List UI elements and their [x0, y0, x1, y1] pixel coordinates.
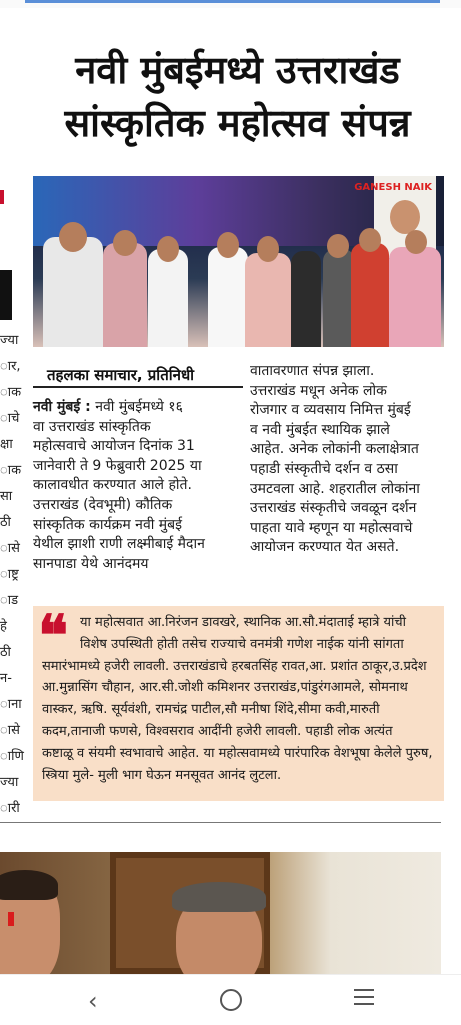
- fragment-text: ासे: [0, 541, 20, 556]
- person-head: [405, 230, 427, 254]
- tilak-mark: [8, 912, 14, 926]
- fragment-text: ाचे: [0, 411, 20, 426]
- person-head: [217, 232, 239, 258]
- fragment-text: ारी: [0, 801, 20, 816]
- fragment-text: ार,: [0, 359, 21, 374]
- quote-line: कष्टाळू व संयमी स्वभावाचे आहेत. या महोत्सवामध्ये पारंपारिक वेशभूषा केलेले पुरुष,: [42, 745, 433, 761]
- fragment-text: न-: [0, 671, 12, 686]
- person-head: [257, 236, 279, 262]
- text-line: [33, 398, 231, 418]
- event-stage-photo: [33, 176, 444, 347]
- fragment-text: ाक: [0, 463, 22, 478]
- text-line: महोत्सवाचे आयोजन दिनांक 31: [33, 438, 195, 455]
- second-photo: [0, 852, 441, 974]
- quote-line: समारंभामध्ये हजेरी लावली. उत्तराखंडाचे हरबतसिंह रावत,आ. प्रशांत ठाकूर,उ.प्रदेश: [42, 658, 427, 674]
- fragment-text: ठी: [0, 515, 11, 530]
- article-column-left: [33, 398, 231, 574]
- text-line: आयोजन करण्यात येत असते.: [250, 539, 400, 556]
- fragment-text: सा: [0, 489, 13, 504]
- fragment-text: ठी: [0, 645, 11, 660]
- fragment-text: क्षा: [0, 437, 13, 452]
- fragment-text: ाणि: [0, 749, 24, 764]
- text-line: उत्तराखंड संस्कृतीचे जवळून दर्शन: [250, 500, 417, 517]
- section-divider: [0, 822, 441, 823]
- person-hair: [172, 882, 266, 912]
- text-line: उमटवला आहे. शहरातील लोकांना: [250, 480, 420, 497]
- person: [43, 237, 103, 347]
- person: [351, 243, 389, 347]
- person-head: [359, 228, 381, 252]
- byline: तहलका समाचार, प्रतिनिधी: [47, 366, 195, 384]
- text-line: येथील झाशी राणी लक्ष्मीबाई मैदान: [33, 536, 205, 553]
- home-icon[interactable]: [220, 989, 242, 1011]
- quote-line: कदम,तानाजी फणसे, विश्वसराव आदींनी हजेरी लावली. पहाडी लोक अत्यंत: [42, 723, 393, 739]
- top-accent-bar: [25, 0, 440, 3]
- text-line: उत्तराखंड (देवभूमी) कौतिक: [33, 496, 173, 513]
- text-line: रोजगार व व्यवसाय निमित्त मुंबई: [250, 402, 411, 419]
- fragment-text: हे: [0, 619, 7, 634]
- pull-quote-text: [42, 612, 438, 786]
- person-hair: [0, 870, 58, 900]
- quote-line: विशेष उपस्थिती होती तसेच राज्याचे वनमंत्री गणेश नाईक यांनी सांगता: [80, 636, 404, 652]
- person: [208, 247, 248, 347]
- person-head: [59, 222, 87, 252]
- article-column-right: [250, 362, 444, 558]
- text-line: पहाडी संस्कृतीचे दर्शन व ठसा: [250, 460, 398, 477]
- person: [291, 251, 321, 347]
- quote-mark-icon: ❝: [38, 603, 69, 669]
- text-line: पाहता यावे म्हणून या महोत्सवाचे: [250, 519, 413, 536]
- text-line: कालावधीत करण्यात आले होते.: [33, 477, 192, 494]
- quote-line: स्त्रिया मुले- मुली भाग घेऊन मनसूवत आनंद लुटला.: [42, 767, 282, 783]
- person: [148, 249, 188, 347]
- adjacent-column-fragment: [0, 270, 24, 816]
- person: [245, 253, 291, 347]
- text-line: सांस्कृतिक कार्यक्रम नवी मुंबई: [33, 516, 183, 533]
- text-line: आहेत. अनेक लोकांनी कलाक्षेत्रात: [250, 441, 419, 458]
- quote-line: वास्कर, ऋषि. सूर्यवंशी, रामचंद्र पाटील,सौ मनीषा शिंदे,सीमा कवी,मारुती: [42, 702, 380, 718]
- person-head: [327, 234, 349, 258]
- person: [103, 243, 147, 347]
- red-marker: [0, 190, 4, 204]
- dateline: नवी मुंबई :: [33, 399, 91, 415]
- text-line: उत्तराखंड मधून अनेक लोक: [250, 382, 387, 399]
- quote-line: या महोत्सवात आ.निरंजन डावखरे, स्थानिक आ.सौ.मंदाताई म्हात्रे यांची: [80, 615, 407, 630]
- recent-apps-icon[interactable]: [354, 989, 374, 1005]
- banner-text: GANESH NAIK: [354, 182, 432, 193]
- status-strip: [0, 0, 461, 8]
- person-head: [157, 236, 179, 262]
- black-block: [0, 270, 12, 320]
- fragment-text: ाड: [0, 593, 19, 608]
- fragment-text: ज्या: [0, 333, 19, 348]
- person-head: [113, 230, 137, 256]
- text-line: वा उत्तराखंड सांस्कृतिक: [33, 418, 151, 435]
- fragment-text: ाक: [0, 385, 22, 400]
- back-icon[interactable]: ‹: [88, 987, 98, 1015]
- text-line: व नवी मुंबईत स्थायिक झाले: [250, 421, 390, 438]
- text-line: वातावरणात संपन्न झाला.: [250, 363, 375, 379]
- headline-line-2: सांस्कृतिक महोत्सव संपन्न: [64, 101, 411, 145]
- banner-portrait: [390, 200, 420, 234]
- byline-underline: [33, 386, 243, 388]
- quote-line: आ.मुन्नासिंग चौहान, आर.सी.जोशी कमिशनर उत्तराखंड,पांडुरंगआमले, सोमनाथ: [42, 680, 408, 696]
- fragment-text: ाष्ट्र: [0, 567, 19, 582]
- text-line-rest: नवी मुंबईमध्ये १६: [95, 399, 183, 415]
- headline-line-1: नवी मुंबईमध्ये उत्तराखंड: [75, 48, 400, 92]
- text-line: जानेवारी ते 9 फेब्रुवारी 2025 या: [33, 457, 202, 474]
- fragment-text: ज्या: [0, 775, 19, 790]
- fragment-text: ासे: [0, 723, 20, 738]
- headline: [30, 44, 445, 150]
- system-nav-bar: [0, 974, 461, 1025]
- text-line: सानपाडा येथे आनंदमय: [33, 555, 149, 572]
- person: [389, 247, 441, 347]
- fragment-text: ाना: [0, 697, 22, 712]
